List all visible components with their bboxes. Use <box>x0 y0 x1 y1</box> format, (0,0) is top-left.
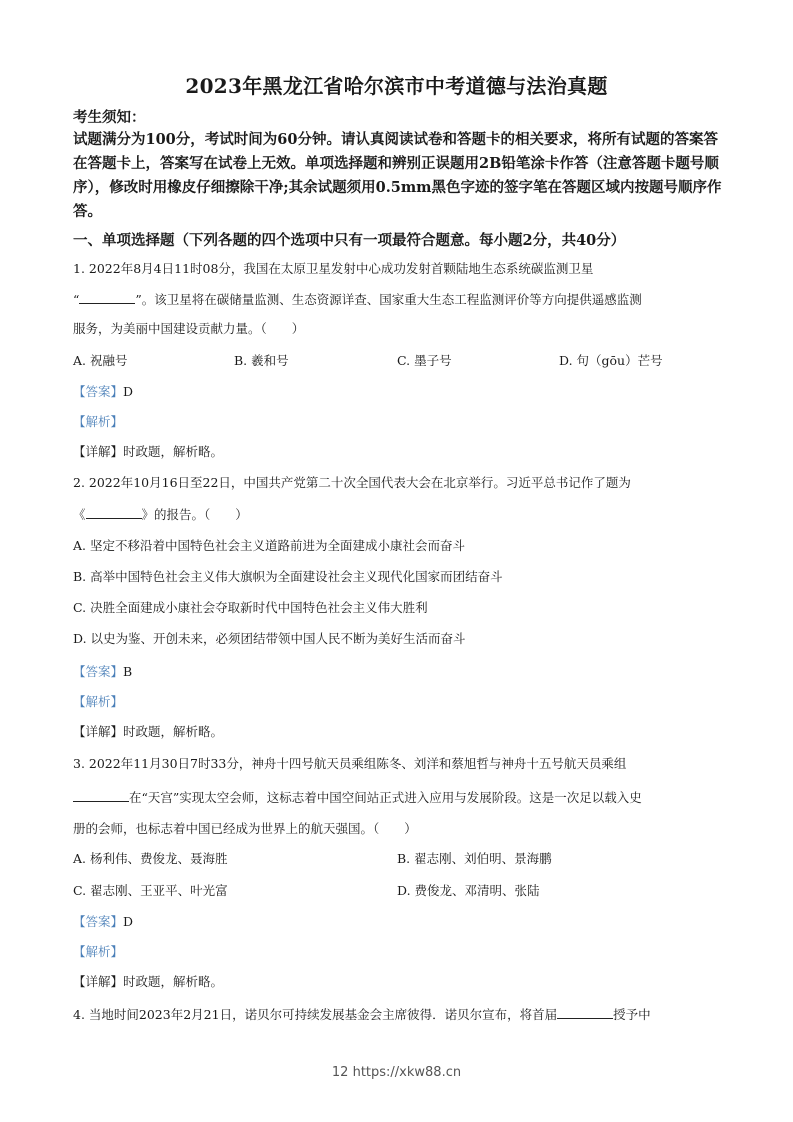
page-title: 2023年黑龙江省哈尔滨市中考道德与法治真题 <box>185 74 608 98</box>
fill-blank <box>73 788 129 802</box>
question-2-option-a: A. 坚定不移沿着中国特色社会主义道路前进为全面建成小康社会而奋斗 <box>73 538 465 553</box>
fill-blank <box>86 505 142 519</box>
question-3-line-2-text: 在“天宫”实现太空会师，这标志着中国空间站正式进入应用与发展阶段。这是一次足以载入史 <box>129 790 642 805</box>
page-footer: 12 https://xkw88.cn <box>331 1065 462 1080</box>
question-2-option-d: D. 以史为鉴、开创未来，必须团结带领中国人民不断为美好生活而奋斗 <box>73 631 466 646</box>
question-3-line-3: 册的会师，也标志着中国已经成为世界上的航天强国。（ ） <box>73 821 417 836</box>
question-3-line-2 <box>73 788 642 807</box>
question-3-option-d: D. 费俊龙、邓清明、张陆 <box>397 883 540 898</box>
question-3-option-b: B. 翟志刚、刘伯明、景海鹏 <box>397 851 552 866</box>
answer-label: 【答案】 <box>73 914 124 929</box>
question-4-text-tail: 授予中 <box>613 1007 651 1022</box>
question-1-line-2 <box>73 290 642 309</box>
open-bracket: 《 <box>73 507 86 522</box>
detail-text: 时政题，解析略。 <box>123 974 224 989</box>
section-heading: 一、单项选择题（下列各题的四个选项中只有一项最符合题意。每小题2分，共40分） <box>73 232 626 249</box>
answer-value: D <box>123 914 134 929</box>
fill-blank <box>557 1005 613 1019</box>
question-3-answer <box>73 913 133 931</box>
question-2-detail <box>73 723 223 741</box>
question-1-analysis <box>73 413 123 431</box>
question-2-line-2 <box>73 505 248 524</box>
analysis-label: 【解析】 <box>73 694 124 709</box>
question-2-line-1: 2. 2022年10月16日至22日，中国共产党第二十次全国代表大会在北京举行。习近平总书记作了题为 <box>73 475 631 490</box>
question-2-answer <box>73 663 132 681</box>
fill-blank <box>79 290 135 304</box>
notice-heading: 考生须知： <box>73 109 146 126</box>
question-1-option-a: A. 祝融号 <box>73 353 128 368</box>
question-1-option-c: C. 墨子号 <box>397 353 452 368</box>
analysis-label: 【解析】 <box>73 944 124 959</box>
notice-body: 试题满分为100分，考试时间为60分钟。请认真阅读试卷和答题卡的相关要求，将所有试题的答案答在答题卡上，答案写在试卷上无效。单项选择题和辨别正误题用2B铅笔涂卡作答（注意答题卡题号顺序），修改时用橡皮仔细擦除干净;其余试题须用0.5mm黑色字迹的签字笔在答题区域内按题号顺序作答。 <box>73 131 722 220</box>
answer-label: 【答案】 <box>73 664 124 679</box>
question-2-option-c: C. 决胜全面建成小康社会夺取新时代中国特色社会主义伟大胜利 <box>73 600 428 615</box>
answer-value: B <box>123 664 133 679</box>
detail-label: 【详解】 <box>73 724 124 739</box>
question-1-detail <box>73 443 223 461</box>
analysis-label: 【解析】 <box>73 414 124 429</box>
answer-value: D <box>123 384 134 399</box>
question-4-line-1 <box>73 1005 651 1024</box>
question-2-line-2-text: 》的报告。（ ） <box>141 507 248 522</box>
question-3-detail <box>73 973 223 991</box>
detail-text: 时政题，解析略。 <box>123 724 224 739</box>
question-1-line-3: 服务，为美丽中国建设贡献力量。（ ） <box>73 321 305 336</box>
question-2-option-b: B. 高举中国特色社会主义伟大旗帜为全面建设社会主义现代化国家而团结奋斗 <box>73 569 503 584</box>
question-3-option-c: C. 翟志刚、王亚平、叶光富 <box>73 883 228 898</box>
detail-label: 【详解】 <box>73 444 124 459</box>
open-quote: “ <box>73 292 80 307</box>
question-1-line-1: 1. 2022年8月4日11时08分，我国在太原卫星发射中心成功发射首颗陆地生态系统碳监测卫星 <box>73 261 594 276</box>
question-2-analysis <box>73 693 123 711</box>
question-4-text: 4. 当地时间2023年2月21日，诺贝尔可持续发展基金会主席彼得．诺贝尔宣布，将首届 <box>73 1007 558 1022</box>
question-1-line-2-text: ”。该卫星将在碳储量监测、生态资源详查、国家重大生态工程监测评价等方向提供遥感监测 <box>135 292 642 307</box>
question-1-answer <box>73 383 133 401</box>
question-3-analysis <box>73 943 123 961</box>
detail-label: 【详解】 <box>73 974 124 989</box>
question-1-option-d: D. 句（gōu）芒号 <box>559 353 663 368</box>
question-3-line-1: 3. 2022年11月30日7时33分，神舟十四号航天员乘组陈冬、刘洋和蔡旭哲与神舟十五号航天员乘组 <box>73 756 627 771</box>
question-1-option-b: B. 羲和号 <box>234 353 289 368</box>
detail-text: 时政题，解析略。 <box>123 444 224 459</box>
question-3-option-a: A. 杨利伟、费俊龙、聂海胜 <box>73 851 228 866</box>
answer-label: 【答案】 <box>73 384 124 399</box>
